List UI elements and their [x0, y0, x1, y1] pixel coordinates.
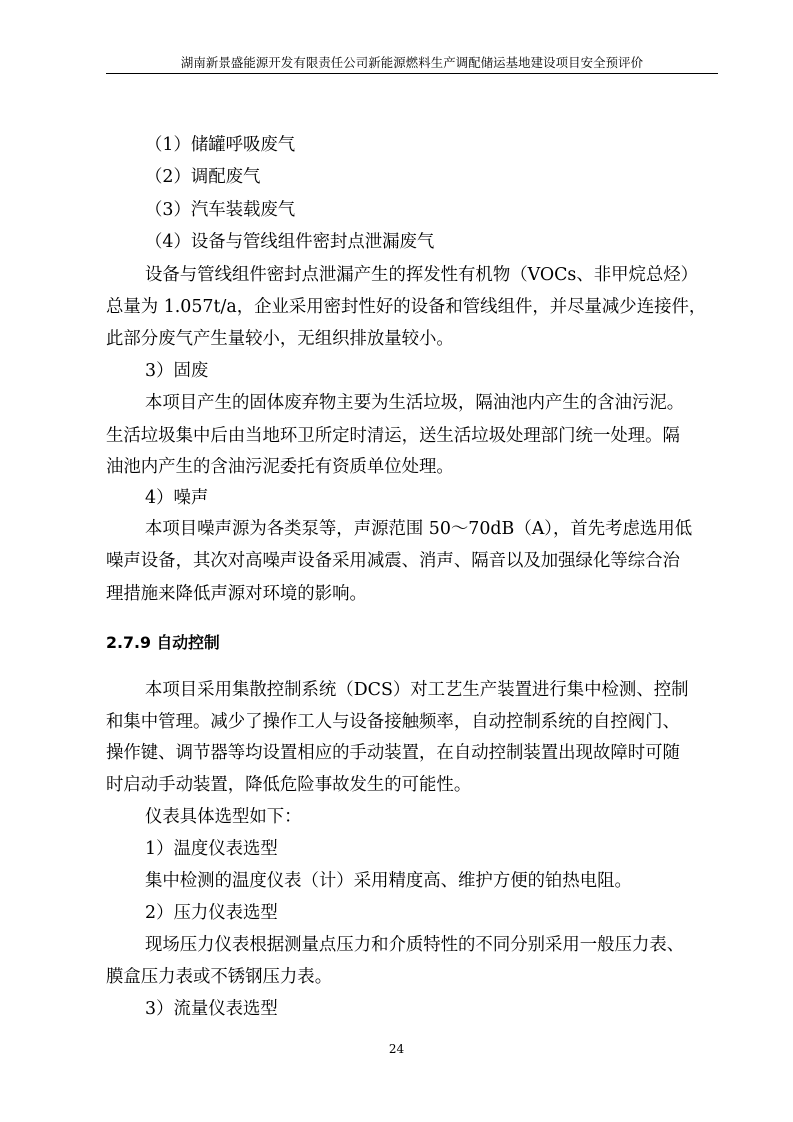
paragraph-line: 膜盒压力表或不锈钢压力表。	[106, 967, 333, 987]
paragraph-line: 本项目产生的固体废弃物主要为生活垃圾，隔油池内产生的含油污泥。	[145, 393, 685, 413]
subheading: 1）温度仪表选型	[145, 839, 278, 859]
paragraph-line: 油池内产生的含油污泥委托有资质单位处理。	[106, 457, 454, 477]
paragraph-line: 集中检测的温度仪表（计）采用精度高、维护方便的铂热电阻。	[145, 871, 632, 891]
page-number: 24	[388, 1042, 405, 1056]
paragraph-line: 总量为 1.057t/a，企业采用密封性好的设备和管线组件，并尽量减少连接件，	[106, 297, 707, 317]
subheading: 3）流量仪表选型	[145, 999, 278, 1019]
paragraph-line: 现场压力仪表根据测量点压力和介质特性的不同分别采用一般压力表、	[145, 935, 685, 955]
paragraph-line: 和集中管理。减少了操作工人与设备接触频率，自动控制系统的自控阀门、	[106, 712, 680, 732]
running-header: 湖南新景盛能源开发有限责任公司新能源燃料生产调配储运基地建设项目安全预评价	[180, 55, 644, 70]
section-heading: 2.7.9 自动控制	[106, 633, 220, 652]
list-item: （1）储罐呼吸废气	[145, 135, 296, 155]
list-item: （4）设备与管线组件密封点泄漏废气	[145, 232, 435, 252]
subheading: 3）固废	[145, 361, 209, 381]
paragraph-line: 时启动手动装置，降低危险事故发生的可能性。	[106, 775, 472, 795]
paragraph-line: 仪表具体选型如下：	[145, 807, 302, 827]
paragraph-line: 此部分废气产生量较小，无组织排放量较小。	[106, 329, 454, 349]
list-item: （2）调配废气	[145, 167, 261, 187]
paragraph-line: 设备与管线组件密封点泄漏产生的挥发性有机物（VOCs、非甲烷总烃）	[145, 265, 699, 285]
paragraph-line: 噪声设备，其次对高噪声设备采用减震、消声、隔音以及加强绿化等综合治	[106, 551, 680, 571]
paragraph-line: 理措施来降低声源对环境的影响。	[106, 584, 367, 604]
paragraph-line: 操作键、调节器等均设置相应的手动装置，在自动控制装置出现故障时可随	[106, 743, 680, 763]
list-item: （3）汽车装载废气	[145, 200, 296, 220]
paragraph-line: 本项目噪声源为各类泵等，声源范围 50～70dB（A），首先考虑选用低	[145, 519, 693, 539]
paragraph-line: 本项目采用集散控制系统（DCS）对工艺生产装置进行集中检测、控制	[145, 680, 689, 700]
subheading: 4）噪声	[145, 488, 209, 508]
header-rule	[106, 73, 718, 74]
paragraph-line: 生活垃圾集中后由当地环卫所定时清运，送生活垃圾处理部门统一处理。隔	[106, 426, 680, 446]
subheading: 2）压力仪表选型	[145, 903, 278, 923]
